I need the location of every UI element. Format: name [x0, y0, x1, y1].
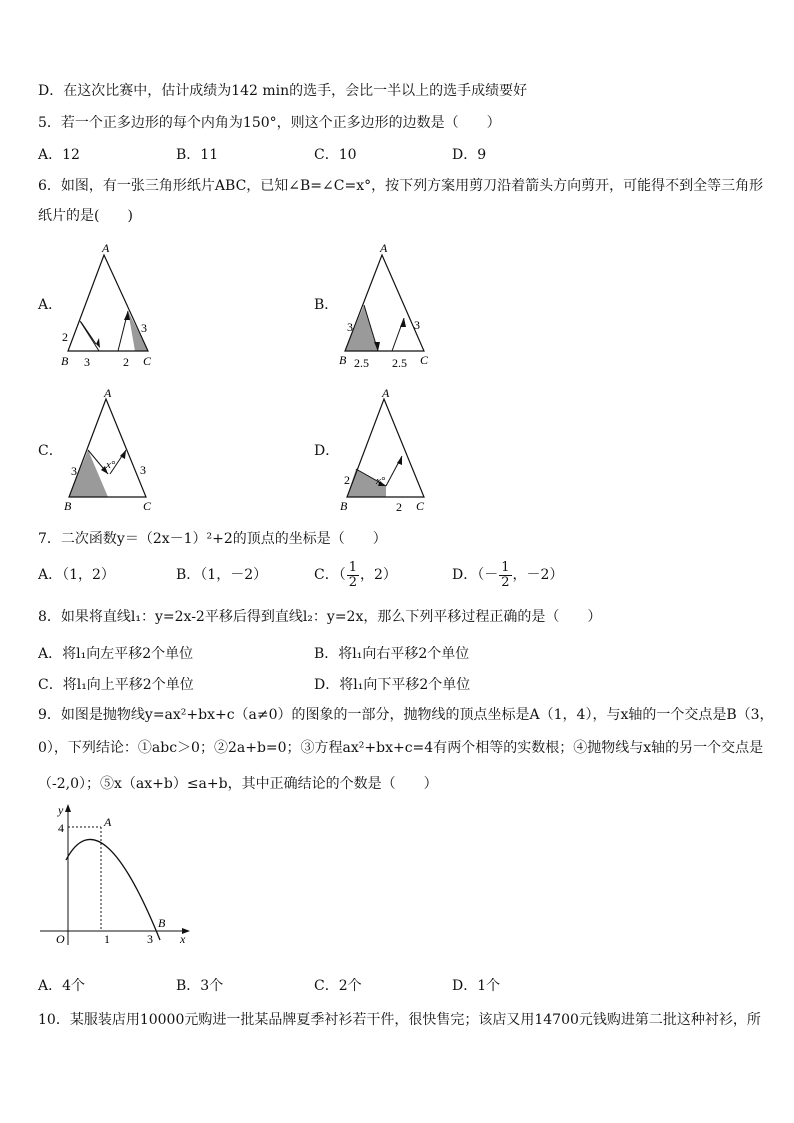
question-9-line-1: 9．如图是抛物线y=ax²+bx+c（a≠0）的图象的一部分，抛物线的顶点坐标是A（1，4），与x轴的一个交点是B（3，	[38, 707, 774, 723]
point-b-label: B	[158, 916, 166, 930]
question-10: 10．某服装店用10000元购进一批某品牌夏季衬衫若干件，很快售完；该店又用14700元钱购进第二批这种衬衫，所	[38, 1012, 761, 1028]
svg-text:1: 1	[104, 932, 110, 946]
q7-option-c: C．（ $\frac{1}{2}$ ，2）	[314, 559, 397, 590]
origin-label: O	[56, 932, 65, 946]
svg-text:y: y	[58, 803, 64, 817]
q6-figure-d	[334, 386, 434, 518]
vertex-c-label: C	[143, 354, 152, 368]
q8-option-d: D．将l₁向下平移2个单位	[314, 677, 471, 693]
q9-option-c: C．2个	[314, 978, 362, 994]
q7-option-a: A．（1，2）	[38, 567, 115, 583]
q6-figure-c	[56, 386, 156, 518]
q9-option-b: B．3个	[176, 978, 224, 994]
vertex-a-label: A	[102, 241, 110, 255]
vertex-b-label: B	[61, 354, 69, 368]
q5-option-c: C．10	[314, 147, 357, 163]
svg-text:x: x	[180, 932, 186, 946]
svg-text:A: A	[380, 241, 388, 255]
q6-label-c: C．	[38, 443, 63, 459]
q8-option-a: A．将l₁向左平移2个单位	[38, 646, 194, 662]
svg-text:3: 3	[71, 464, 77, 478]
q8-option-c: C．将l₁向上平移2个单位	[38, 677, 194, 693]
question-8: 8．如果将直线l₁：y=2x-2平移后得到直线l₂：y=2x，那么下列平移过程正确的是（ ）	[38, 609, 602, 625]
svg-text:4: 4	[58, 821, 64, 835]
svg-text:2.5: 2.5	[354, 356, 369, 370]
q9-parabola-graph	[38, 800, 198, 950]
q9-option-a: A．4个	[38, 978, 86, 994]
svg-text:A: A	[104, 386, 112, 400]
q8-option-b: B．将l₁向右平移2个单位	[314, 646, 470, 662]
svg-text:2: 2	[344, 473, 350, 487]
q6-label-b: B．	[314, 297, 339, 313]
svg-text:B: B	[339, 353, 347, 367]
angle-label: x°	[376, 475, 386, 487]
q5-option-a: A．12	[38, 147, 80, 163]
fraction: $\frac{1}{2}$	[501, 559, 510, 590]
svg-text:B: B	[340, 499, 348, 513]
q6-label-a: A．	[38, 297, 63, 313]
q6-figure-a	[56, 240, 156, 372]
fraction: $\frac{1}{2}$	[348, 559, 357, 590]
svg-text:A: A	[382, 386, 390, 400]
angle-label: x°	[106, 459, 116, 471]
question-6-line-1: 6．如图，有一张三角形纸片ABC，已知∠B=∠C=x°，按下列方案用剪刀沿着箭头方向剪开，可能得不到全等三角形	[38, 178, 764, 194]
q9-option-d: D．1个	[452, 978, 501, 994]
svg-text:C: C	[416, 499, 425, 513]
svg-text:2: 2	[62, 330, 68, 344]
q4-option-d: D．在这次比赛中，估计成绩为142 min的选手，会比一半以上的选手成绩要好	[38, 83, 528, 99]
q6-figure-b	[334, 240, 434, 372]
question-9-line-2: 0），下列结论：①abc＞0；②2a+b=0；③方程ax²+bx+c=4有两个相等的实数根；④抛物线与x轴的另一个交点是	[38, 740, 764, 756]
q5-option-d: D．9	[452, 147, 487, 163]
svg-text:B: B	[64, 499, 72, 513]
svg-text:3: 3	[147, 932, 153, 946]
svg-text:3: 3	[141, 321, 147, 335]
svg-text:3: 3	[414, 318, 420, 332]
svg-text:2: 2	[396, 500, 402, 514]
svg-text:3: 3	[347, 320, 353, 334]
question-7: 7．二次函数y＝（2x－1）²+2的顶点的坐标是（ ）	[38, 531, 387, 547]
question-6-line-2: 纸片的是( )	[38, 208, 133, 224]
svg-text:C: C	[420, 353, 429, 367]
svg-text:2.5: 2.5	[392, 356, 407, 370]
q7-option-d: D．（－ $\frac{1}{2}$ ，－2）	[452, 559, 564, 590]
parabola-curve	[66, 839, 160, 940]
svg-text:2: 2	[123, 355, 129, 369]
svg-text:C: C	[143, 499, 152, 513]
svg-text:3: 3	[84, 355, 90, 369]
vertex-a-label: A	[104, 815, 112, 829]
q5-option-b: B．11	[176, 147, 219, 163]
svg-text:3: 3	[140, 463, 146, 477]
question-9-line-3: （-2,0）；⑤x（ax+b）≤a+b，其中正确结论的个数是（ ）	[38, 776, 438, 792]
question-5: 5．若一个正多边形的每个内角为150°，则这个正多边形的边数是（ ）	[38, 115, 501, 131]
q6-label-d: D．	[314, 443, 340, 459]
q7-option-b: B．（1，－2）	[176, 567, 268, 583]
